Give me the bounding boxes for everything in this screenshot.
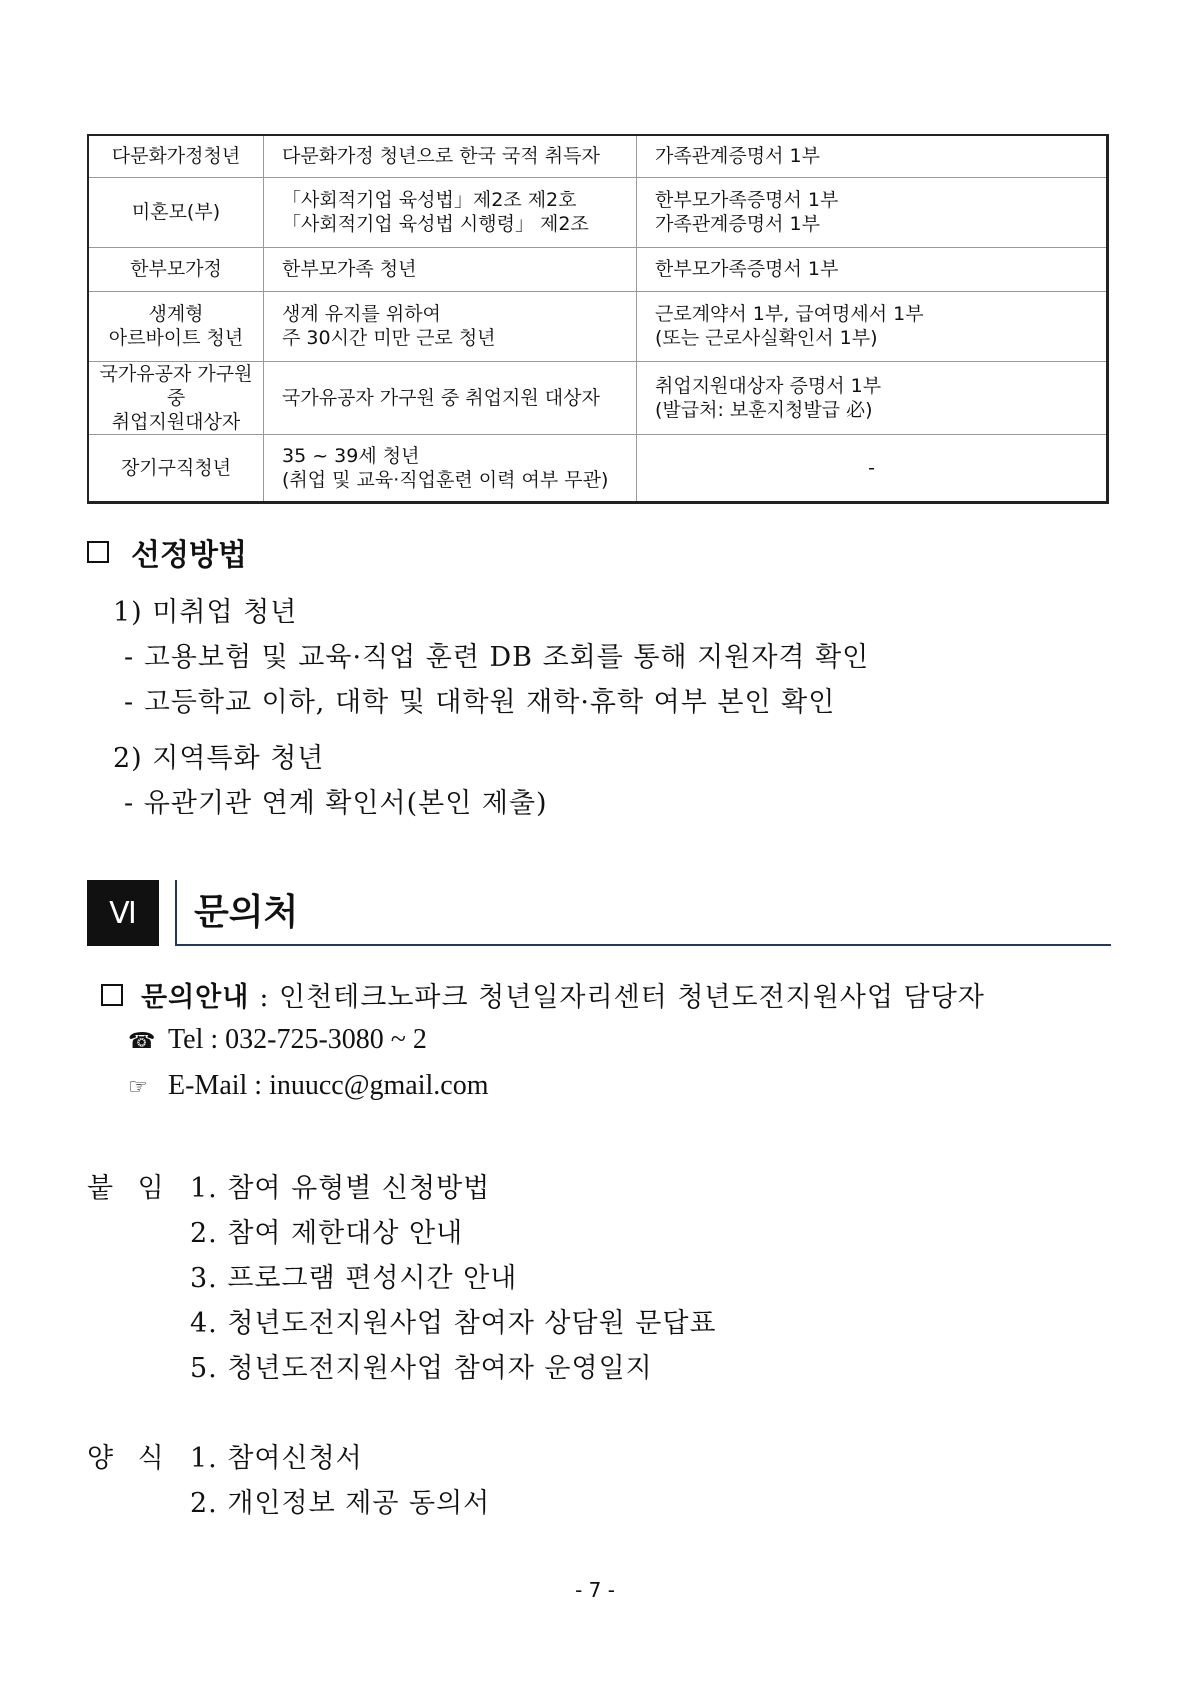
selection-heading <box>87 530 247 574</box>
pointing-hand-icon: ☞ <box>128 1074 148 1099</box>
forms-label: 양 식 <box>87 1443 172 1474</box>
category-cell: 국가유공자 가구원 중 취업지원대상자 <box>88 361 264 434</box>
table-row <box>88 177 1108 247</box>
telephone-icon: ☎ <box>128 1028 156 1053</box>
inquiry-text: : 인천테크노파크 청년일자리센터 청년도전지원사업 담당자 <box>259 982 985 1013</box>
selection-heading-text: 선정방법 <box>131 538 247 573</box>
chapter-number-box <box>87 880 159 946</box>
documents-cell: - <box>637 434 1108 502</box>
selection-item-1-title: 1) 미취업 청년 <box>113 597 298 628</box>
email-line <box>128 1070 488 1102</box>
criteria-cell: 국가유공자 가구원 중 취업지원 대상자 <box>264 361 637 434</box>
table-row <box>88 291 1108 361</box>
documents-cell: 한부모가족증명서 1부 가족관계증명서 1부 <box>637 177 1108 247</box>
attachment-item: 1. 참여 유형별 신청방법 <box>190 1173 491 1204</box>
attachment-item: 4. 청년도전지원사업 참여자 상담원 문답표 <box>190 1308 717 1339</box>
form-item: 2. 개인정보 제공 동의서 <box>190 1488 491 1519</box>
checkbox-square-icon <box>101 984 123 1006</box>
criteria-cell: 한부모가족 청년 <box>264 247 637 291</box>
category-cell: 장기구직청년 <box>88 434 264 502</box>
selection-item-2-line-1: - 유관기관 연계 확인서(본인 제출) <box>124 788 548 819</box>
criteria-cell: 「사회적기업 육성법」제2조 제2호 「사회적기업 육성법 시행령」 제2조 <box>264 177 637 247</box>
table-row <box>88 434 1108 502</box>
selection-item-1-line-2: - 고등학교 이하, 대학 및 대학원 재학·휴학 여부 본인 확인 <box>124 687 836 718</box>
tel-line <box>128 1024 427 1056</box>
table-row <box>88 361 1108 434</box>
selection-item-2-title: 2) 지역특화 청년 <box>113 743 325 774</box>
checkbox-square-icon <box>87 541 109 563</box>
criteria-cell: 다문화가정 청년으로 한국 국적 취득자 <box>264 135 637 177</box>
inquiry-label: 문의안내 <box>141 982 250 1013</box>
form-item: 1. 참여신청서 <box>190 1443 363 1474</box>
documents-cell: 가족관계증명서 1부 <box>637 135 1108 177</box>
attachment-item: 5. 청년도전지원사업 참여자 운영일지 <box>190 1353 653 1384</box>
inquiry-line <box>101 975 985 1014</box>
attachments-label: 붙 임 <box>87 1173 172 1204</box>
chapter-number: Ⅵ <box>109 896 137 930</box>
category-cell: 한부모가정 <box>88 247 264 291</box>
eligibility-table <box>87 134 1109 504</box>
criteria-cell: 생계 유지를 위하여 주 30시간 미만 근로 청년 <box>264 291 637 361</box>
category-cell: 다문화가정청년 <box>88 135 264 177</box>
chapter-underline <box>177 944 1111 946</box>
category-cell: 미혼모(부) <box>88 177 264 247</box>
selection-item-1-line-1: - 고용보험 및 교육·직업 훈련 DB 조회를 통해 지원자격 확인 <box>124 642 870 673</box>
attachment-item: 3. 프로그램 편성시간 안내 <box>190 1263 518 1294</box>
documents-cell: 근로계약서 1부, 급여명세서 1부 (또는 근로사실확인서 1부) <box>637 291 1108 361</box>
documents-cell: 취업지원대상자 증명서 1부 (발급처: 보훈지청발급 必) <box>637 361 1108 434</box>
table-row <box>88 135 1108 177</box>
chapter-divider <box>175 880 177 946</box>
chapter-title: 문의처 <box>194 892 299 933</box>
documents-cell: 한부모가족증명서 1부 <box>637 247 1108 291</box>
criteria-cell: 35 ~ 39세 청년 (취업 및 교육·직업훈련 이력 여부 무관) <box>264 434 637 502</box>
email-text: E-Mail : inuucc@gmail.com <box>168 1070 489 1101</box>
category-cell: 생계형 아르바이트 청년 <box>88 291 264 361</box>
table-row <box>88 247 1108 291</box>
page-number: - 7 - <box>575 1578 615 1602</box>
attachment-item: 2. 참여 제한대상 안내 <box>190 1218 464 1249</box>
tel-text: Tel : 032-725-3080 ~ 2 <box>168 1024 427 1055</box>
